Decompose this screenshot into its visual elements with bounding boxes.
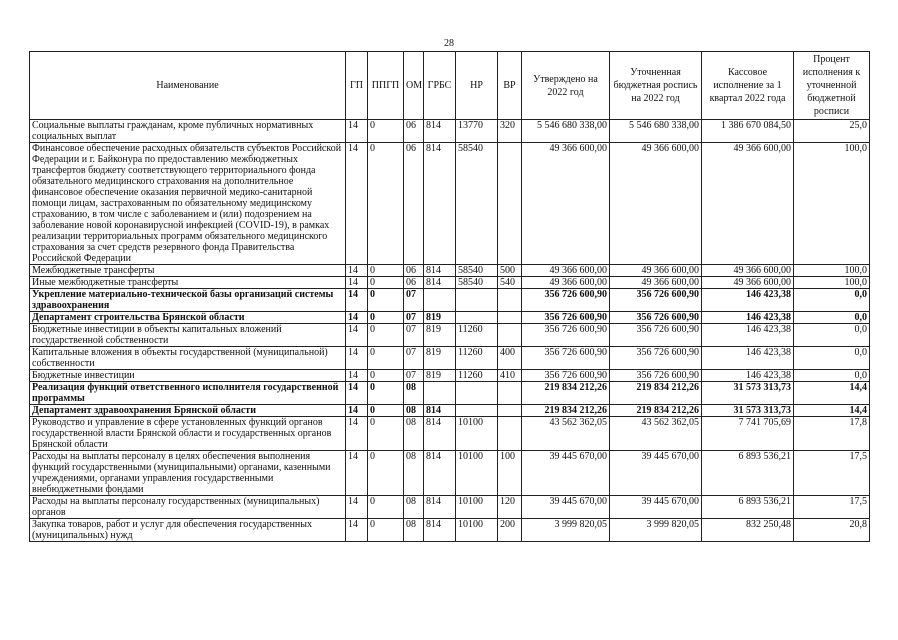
cell-refined: 49 366 600,00 bbox=[610, 265, 702, 277]
cell-ppgp: 0 bbox=[368, 143, 404, 265]
cell-refined: 39 445 670,00 bbox=[610, 496, 702, 519]
table-row bbox=[30, 496, 870, 519]
cell-name: Социальные выплаты гражданам, кроме публичных нормативных социальных выплат bbox=[30, 120, 346, 143]
cell-approved: 356 726 600,90 bbox=[522, 324, 610, 347]
cell-percent: 0,0 bbox=[794, 289, 870, 312]
cell-approved: 219 834 212,26 bbox=[522, 405, 610, 417]
cell-cash: 31 573 313,73 bbox=[702, 405, 794, 417]
cell-grbs: 814 bbox=[424, 120, 456, 143]
cell-gp: 14 bbox=[346, 519, 368, 542]
cell-refined: 356 726 600,90 bbox=[610, 370, 702, 382]
cell-cash: 146 423,38 bbox=[702, 289, 794, 312]
cell-name: Бюджетные инвестиции в объекты капитальных вложений государственной собственности bbox=[30, 324, 346, 347]
cell-om: 07 bbox=[404, 347, 424, 370]
cell-grbs: 814 bbox=[424, 451, 456, 496]
cell-cash: 49 366 600,00 bbox=[702, 277, 794, 289]
cell-gp: 14 bbox=[346, 382, 368, 405]
page-number: 28 bbox=[444, 38, 454, 49]
cell-approved: 39 445 670,00 bbox=[522, 496, 610, 519]
cell-nr: 11260 bbox=[456, 370, 498, 382]
cell-grbs: 814 bbox=[424, 496, 456, 519]
cell-refined: 3 999 820,05 bbox=[610, 519, 702, 542]
cell-cash: 146 423,38 bbox=[702, 370, 794, 382]
cell-vr bbox=[498, 143, 522, 265]
cell-approved: 5 546 680 338,00 bbox=[522, 120, 610, 143]
cell-refined: 356 726 600,90 bbox=[610, 312, 702, 324]
table-row bbox=[30, 324, 870, 347]
cell-om: 06 bbox=[404, 277, 424, 289]
cell-gp: 14 bbox=[346, 451, 368, 496]
table-row bbox=[30, 417, 870, 451]
cell-name: Руководство и управление в сфере установленных функций органов государственной власти Брянской области и государственных органов Брянской области bbox=[30, 417, 346, 451]
cell-ppgp: 0 bbox=[368, 277, 404, 289]
cell-om: 08 bbox=[404, 496, 424, 519]
cell-percent: 25,0 bbox=[794, 120, 870, 143]
cell-grbs bbox=[424, 382, 456, 405]
cell-ppgp: 0 bbox=[368, 417, 404, 451]
cell-om: 08 bbox=[404, 417, 424, 451]
cell-grbs: 814 bbox=[424, 277, 456, 289]
cell-om: 06 bbox=[404, 120, 424, 143]
cell-nr: 11260 bbox=[456, 347, 498, 370]
cell-gp: 14 bbox=[346, 324, 368, 347]
table-header bbox=[30, 52, 870, 120]
cell-nr bbox=[456, 382, 498, 405]
cell-gp: 14 bbox=[346, 405, 368, 417]
cell-name: Расходы на выплаты персоналу в целях обеспечения выполнения функций государственными (муниципальными) органами, казенными учреждениями, органами управления государственными внебюджетными фондами bbox=[30, 451, 346, 496]
header-cash: Кассовое исполнение за 1 квартал 2022 года bbox=[702, 52, 794, 120]
cell-nr bbox=[456, 405, 498, 417]
cell-nr: 58540 bbox=[456, 143, 498, 265]
cell-vr: 120 bbox=[498, 496, 522, 519]
cell-gp: 14 bbox=[346, 265, 368, 277]
table-body bbox=[30, 120, 870, 542]
cell-cash: 6 893 536,21 bbox=[702, 496, 794, 519]
cell-cash: 49 366 600,00 bbox=[702, 265, 794, 277]
cell-cash: 146 423,38 bbox=[702, 347, 794, 370]
cell-om: 08 bbox=[404, 519, 424, 542]
cell-refined: 39 445 670,00 bbox=[610, 451, 702, 496]
cell-cash: 7 741 705,69 bbox=[702, 417, 794, 451]
cell-gp: 14 bbox=[346, 370, 368, 382]
cell-vr bbox=[498, 417, 522, 451]
cell-approved: 219 834 212,26 bbox=[522, 382, 610, 405]
cell-refined: 49 366 600,00 bbox=[610, 143, 702, 265]
table-row bbox=[30, 451, 870, 496]
cell-approved: 49 366 600,00 bbox=[522, 143, 610, 265]
cell-om: 06 bbox=[404, 143, 424, 265]
cell-om: 07 bbox=[404, 289, 424, 312]
cell-grbs bbox=[424, 289, 456, 312]
cell-cash: 1 386 670 084,50 bbox=[702, 120, 794, 143]
cell-grbs: 819 bbox=[424, 347, 456, 370]
table-row bbox=[30, 382, 870, 405]
cell-vr bbox=[498, 312, 522, 324]
cell-gp: 14 bbox=[346, 289, 368, 312]
cell-vr bbox=[498, 382, 522, 405]
cell-ppgp: 0 bbox=[368, 347, 404, 370]
cell-name: Департамент строительства Брянской области bbox=[30, 312, 346, 324]
cell-percent: 0,0 bbox=[794, 312, 870, 324]
cell-vr bbox=[498, 405, 522, 417]
cell-percent: 17,5 bbox=[794, 451, 870, 496]
cell-ppgp: 0 bbox=[368, 324, 404, 347]
cell-name: Департамент здравоохранения Брянской области bbox=[30, 405, 346, 417]
cell-vr: 500 bbox=[498, 265, 522, 277]
header-percent: Процент исполнения к уточненной бюджетной росписи bbox=[794, 52, 870, 120]
cell-nr bbox=[456, 289, 498, 312]
header-vr: ВР bbox=[498, 52, 522, 120]
cell-vr: 400 bbox=[498, 347, 522, 370]
cell-grbs: 819 bbox=[424, 312, 456, 324]
cell-percent: 0,0 bbox=[794, 324, 870, 347]
cell-cash: 146 423,38 bbox=[702, 312, 794, 324]
cell-cash: 6 893 536,21 bbox=[702, 451, 794, 496]
cell-name: Иные межбюджетные трансферты bbox=[30, 277, 346, 289]
cell-om: 07 bbox=[404, 324, 424, 347]
table-row bbox=[30, 405, 870, 417]
cell-nr: 13770 bbox=[456, 120, 498, 143]
cell-approved: 356 726 600,90 bbox=[522, 289, 610, 312]
cell-refined: 5 546 680 338,00 bbox=[610, 120, 702, 143]
cell-grbs: 819 bbox=[424, 324, 456, 347]
cell-approved: 49 366 600,00 bbox=[522, 265, 610, 277]
cell-percent: 20,8 bbox=[794, 519, 870, 542]
cell-grbs: 814 bbox=[424, 143, 456, 265]
cell-nr: 10100 bbox=[456, 417, 498, 451]
table-row bbox=[30, 120, 870, 143]
cell-grbs: 819 bbox=[424, 370, 456, 382]
cell-gp: 14 bbox=[346, 277, 368, 289]
cell-refined: 356 726 600,90 bbox=[610, 324, 702, 347]
cell-ppgp: 0 bbox=[368, 312, 404, 324]
cell-nr: 10100 bbox=[456, 519, 498, 542]
header-refined: Уточненная бюджетная роспись на 2022 год bbox=[610, 52, 702, 120]
table-row bbox=[30, 289, 870, 312]
header-approved: Утверждено на 2022 год bbox=[522, 52, 610, 120]
cell-ppgp: 0 bbox=[368, 405, 404, 417]
cell-grbs: 814 bbox=[424, 265, 456, 277]
cell-ppgp: 0 bbox=[368, 265, 404, 277]
cell-cash: 146 423,38 bbox=[702, 324, 794, 347]
cell-om: 08 bbox=[404, 405, 424, 417]
cell-cash: 31 573 313,73 bbox=[702, 382, 794, 405]
budget-execution-table bbox=[29, 51, 870, 542]
cell-ppgp: 0 bbox=[368, 496, 404, 519]
cell-approved: 39 445 670,00 bbox=[522, 451, 610, 496]
cell-percent: 17,5 bbox=[794, 496, 870, 519]
cell-name: Финансовое обеспечение расходных обязательств субъектов Российской Федерации и г. Байконура по предоставлению межбюджетных трансфертов бюджету соответствующего территориального фонда обязательного медицинского страхования на дополнительное финансовое обеспечение оказания первичной медико-санитарной помощи лицам, застрахованным по обязательному медицинскому страхованию, в том числе с заболеванием и (или) подозрением на заболевание новой коронавирусной инфекцией (COVID-19), в рамках реализации территориальных программ обязательного медицинского страхования за счет средств резервного фонда Правительства Российской Федерации bbox=[30, 143, 346, 265]
cell-nr bbox=[456, 312, 498, 324]
cell-percent: 100,0 bbox=[794, 143, 870, 265]
cell-name: Бюджетные инвестиции bbox=[30, 370, 346, 382]
cell-vr: 410 bbox=[498, 370, 522, 382]
cell-percent: 100,0 bbox=[794, 277, 870, 289]
cell-gp: 14 bbox=[346, 312, 368, 324]
header-grbs: ГРБС bbox=[424, 52, 456, 120]
cell-approved: 356 726 600,90 bbox=[522, 347, 610, 370]
cell-approved: 49 366 600,00 bbox=[522, 277, 610, 289]
cell-gp: 14 bbox=[346, 347, 368, 370]
header-om: ОМ bbox=[404, 52, 424, 120]
cell-refined: 49 366 600,00 bbox=[610, 277, 702, 289]
cell-ppgp: 0 bbox=[368, 451, 404, 496]
cell-refined: 356 726 600,90 bbox=[610, 347, 702, 370]
table-row bbox=[30, 370, 870, 382]
cell-nr: 58540 bbox=[456, 265, 498, 277]
cell-refined: 219 834 212,26 bbox=[610, 382, 702, 405]
cell-name: Межбюджетные трансферты bbox=[30, 265, 346, 277]
table-row bbox=[30, 143, 870, 265]
cell-nr: 10100 bbox=[456, 496, 498, 519]
cell-gp: 14 bbox=[346, 120, 368, 143]
cell-om: 08 bbox=[404, 451, 424, 496]
cell-vr: 320 bbox=[498, 120, 522, 143]
cell-grbs: 814 bbox=[424, 417, 456, 451]
table-row bbox=[30, 347, 870, 370]
cell-vr: 200 bbox=[498, 519, 522, 542]
cell-cash: 832 250,48 bbox=[702, 519, 794, 542]
table-row bbox=[30, 277, 870, 289]
cell-approved: 356 726 600,90 bbox=[522, 312, 610, 324]
cell-nr: 58540 bbox=[456, 277, 498, 289]
cell-gp: 14 bbox=[346, 496, 368, 519]
cell-refined: 356 726 600,90 bbox=[610, 289, 702, 312]
cell-approved: 356 726 600,90 bbox=[522, 370, 610, 382]
cell-name: Реализация функций ответственного исполнителя государственной программы bbox=[30, 382, 346, 405]
cell-ppgp: 0 bbox=[368, 370, 404, 382]
cell-grbs: 814 bbox=[424, 519, 456, 542]
cell-name: Укрепление материально-технической базы организаций системы здравоохранения bbox=[30, 289, 346, 312]
cell-grbs: 814 bbox=[424, 405, 456, 417]
cell-ppgp: 0 bbox=[368, 120, 404, 143]
cell-percent: 0,0 bbox=[794, 347, 870, 370]
table-row bbox=[30, 519, 870, 542]
cell-om: 06 bbox=[404, 265, 424, 277]
cell-percent: 14,4 bbox=[794, 405, 870, 417]
header-nr: НР bbox=[456, 52, 498, 120]
cell-name: Расходы на выплаты персоналу государственных (муниципальных) органов bbox=[30, 496, 346, 519]
cell-percent: 14,4 bbox=[794, 382, 870, 405]
cell-vr bbox=[498, 289, 522, 312]
cell-ppgp: 0 bbox=[368, 382, 404, 405]
cell-nr: 10100 bbox=[456, 451, 498, 496]
cell-gp: 14 bbox=[346, 417, 368, 451]
cell-vr: 100 bbox=[498, 451, 522, 496]
header-gp: ГП bbox=[346, 52, 368, 120]
cell-om: 08 bbox=[404, 382, 424, 405]
header-ppgp: ППГП bbox=[368, 52, 404, 120]
cell-refined: 43 562 362,05 bbox=[610, 417, 702, 451]
table-row bbox=[30, 265, 870, 277]
cell-approved: 43 562 362,05 bbox=[522, 417, 610, 451]
cell-refined: 219 834 212,26 bbox=[610, 405, 702, 417]
cell-percent: 17,8 bbox=[794, 417, 870, 451]
header-name: Наименование bbox=[30, 52, 346, 120]
cell-name: Закупка товаров, работ и услуг для обеспечения государственных (муниципальных) нужд bbox=[30, 519, 346, 542]
cell-name: Капитальные вложения в объекты государственной (муниципальной) собственности bbox=[30, 347, 346, 370]
cell-percent: 100,0 bbox=[794, 265, 870, 277]
cell-gp: 14 bbox=[346, 143, 368, 265]
table-row bbox=[30, 312, 870, 324]
cell-om: 07 bbox=[404, 312, 424, 324]
cell-ppgp: 0 bbox=[368, 519, 404, 542]
cell-om: 07 bbox=[404, 370, 424, 382]
cell-vr bbox=[498, 324, 522, 347]
cell-vr: 540 bbox=[498, 277, 522, 289]
cell-nr: 11260 bbox=[456, 324, 498, 347]
cell-cash: 49 366 600,00 bbox=[702, 143, 794, 265]
cell-approved: 3 999 820,05 bbox=[522, 519, 610, 542]
cell-ppgp: 0 bbox=[368, 289, 404, 312]
cell-percent: 0,0 bbox=[794, 370, 870, 382]
